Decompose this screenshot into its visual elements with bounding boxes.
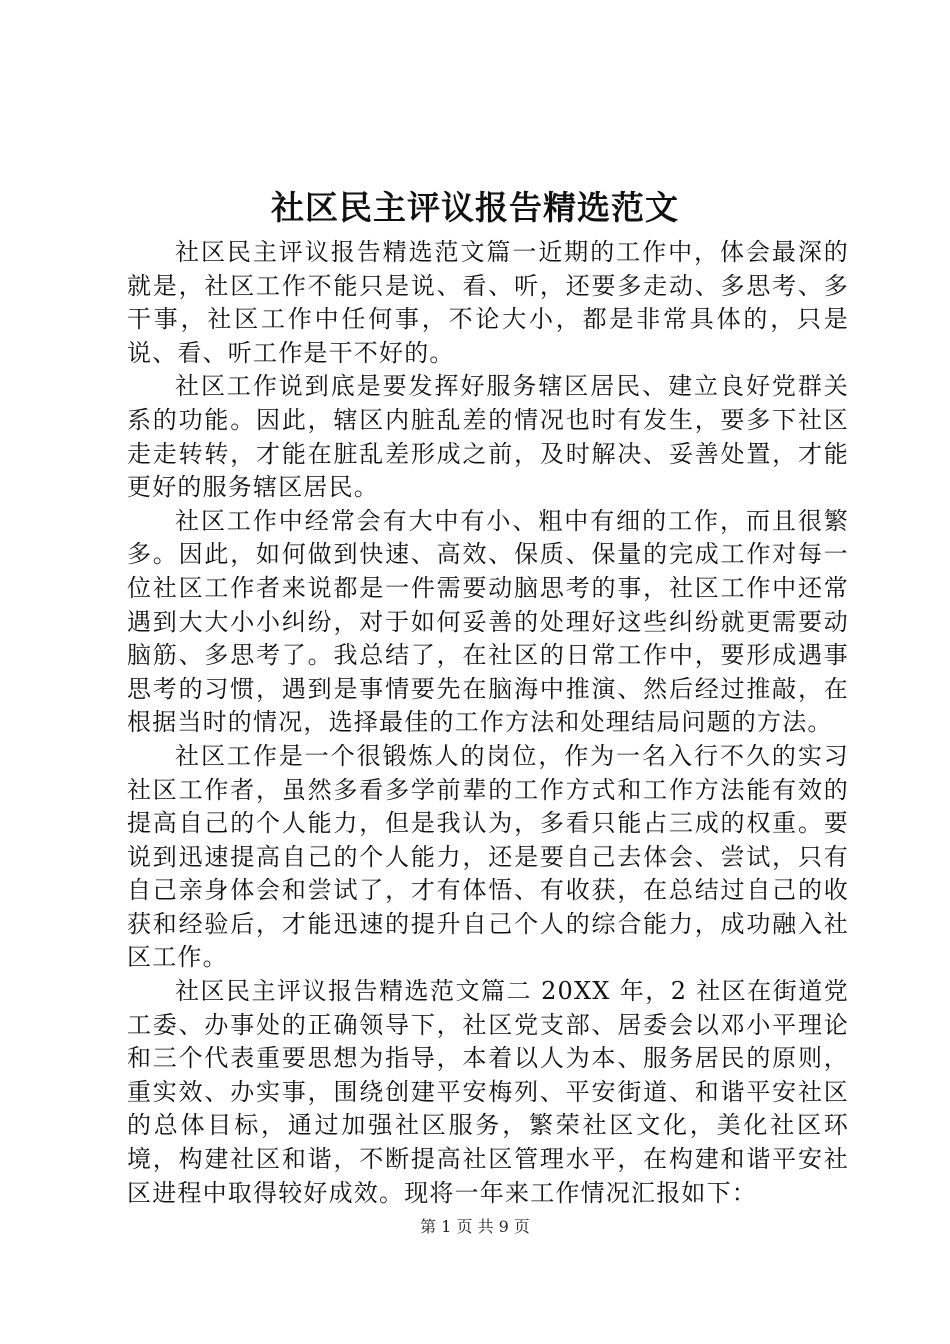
paragraph-3: 社区工作中经常会有大中有小、粗中有细的工作，而且很繁多。因此，如何做到快速、高效、保质、保量的完成工作对每一位社区工作者来说都是一件需要动脑思考的事，社区工作中还常遇到大大小小纠纷，对于如何妥善的处理好这些纠纷就更需要动脑筋、多思考了。我总结了，在社区的日常工作中，要形成遇事思考的习惯，遇到是事情要先在脑海中推演、然后经过推敲，在根据当时的情况，选择最佳的工作方法和处理结局问题的方法。 [127, 506, 849, 737]
paragraph-5: 社区民主评议报告精选范文篇二 20XX 年，2 社区在街道党工委、办事处的正确领导下，社区党支部、居委会以邓小平理论和三个代表重要思想为指导，本着以人为本、服务居民的原则，重实效、办实事，围绕创建平安梅列、平安街道、和谐平安社区的总体目标，通过加强社区服务，繁荣社区文化，美化社区环境，构建社区和谐，不断提高社区管理水平，在构建和谐平安社区进程中取得较好成效。现将一年来工作情况汇报如下： [127, 977, 849, 1207]
page-number-footer: 第 1 页 共 9 页 [420, 1217, 530, 1236]
paragraph-4: 社区工作是一个很锻炼人的岗位，作为一名入行不久的实习社区工作者，虽然多看多学前辈的工作方式和工作方法能有效的提高自己的个人能力，但是我认为，多看只能占三成的权重。要说到迅速提高自己的个人能力，还是要自己去体会、尝试，只有自己亲身体会和尝试了，才有体悟、有收获，在总结过自己的收获和经验后，才能迅速的提升自己个人的综合能力，成功融入社区工作。 [127, 741, 849, 972]
document-title: 社区民主评议报告精选范文 [271, 188, 679, 227]
document-body [127, 236, 849, 1210]
paragraph-2: 社区工作说到底是要发挥好服务辖区居民、建立良好党群关系的功能。因此，辖区内脏乱差的情况也时有发生，要多下社区走走转转，才能在脏乱差形成之前，及时解决、妥善处置，才能更好的服务辖区居民。 [127, 372, 849, 502]
paragraph-1: 社区民主评议报告精选范文篇一近期的工作中，体会最深的就是，社区工作不能只是说、看、听，还要多走动、多思考、多干事，社区工作中任何事，不论大小，都是非常具体的，只是说、看、听工作是干不好的。 [127, 238, 849, 367]
